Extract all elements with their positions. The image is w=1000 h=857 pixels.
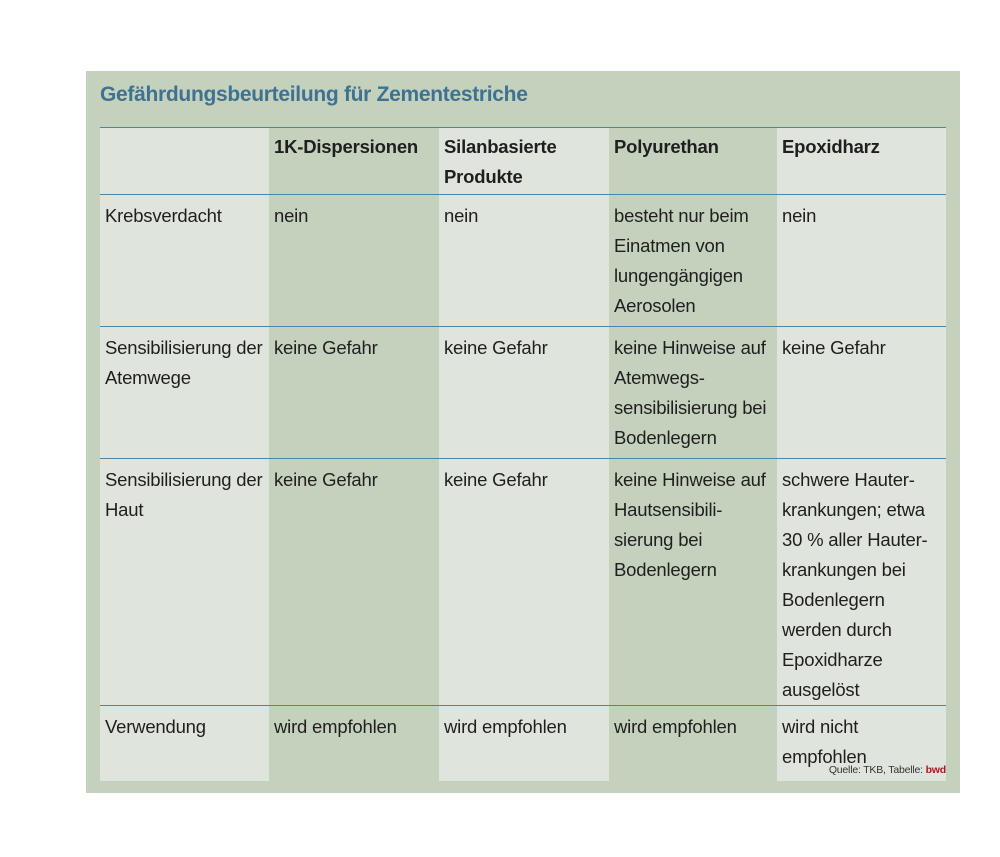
table-row: [100, 459, 946, 706]
table-title: Gefährdungsbeurteilung für Zementestriche: [100, 83, 528, 106]
table-cell: keine Gefahr: [274, 337, 378, 358]
row-label: Sensibilisierung der Atemwege: [100, 327, 269, 459]
table-panel: [86, 71, 960, 793]
table-row: [100, 327, 946, 459]
table-cell: keine Gefahr: [274, 469, 378, 490]
table-cell: wird empfohlen: [614, 716, 737, 737]
table-cell: nein: [439, 195, 609, 327]
hazard-table: [100, 127, 946, 781]
table-cell: nein: [274, 205, 309, 226]
table-cell: keine Gefahr: [439, 327, 609, 459]
row-label: Verwendung: [100, 706, 269, 781]
table-cell: keine Gefahr: [439, 459, 609, 706]
table-cell: schwere Hauter-krankungen; etwa 30 % aller Hauter-krankungen bei Bodenlegern werden durch Epoxidharze ausgelöst: [777, 459, 946, 706]
table-cell: keine Gefahr: [777, 327, 946, 459]
table-cell: wird empfohlen: [439, 706, 609, 781]
table-cell: besteht nur beim Einatmen von lungengängigen Aerosolen: [614, 205, 749, 316]
header-row: [100, 128, 946, 195]
header-cell-epoxidharz: Epoxidharz: [777, 128, 946, 195]
source-text: Quelle: TKB, Tabelle:: [828, 764, 926, 776]
table-cell: wird empfohlen: [274, 716, 397, 737]
header-cell-silanbasierte-produkte: Silanbasierte Produkte: [439, 128, 609, 195]
table-cell: wird nicht empfohlen: [777, 706, 946, 781]
table-cell: keine Hinweise auf Hautsensibili-sierung bei Bodenlegern: [614, 469, 766, 580]
source-brand: bwd: [925, 764, 946, 776]
header-cell-polyurethan: Polyurethan: [614, 136, 719, 157]
table-row: [100, 195, 946, 327]
table-cell: nein: [777, 195, 946, 327]
source-caption: [829, 764, 946, 776]
table-row: [100, 706, 946, 781]
table-cell: keine Hinweise auf Atemwegs-sensibilisierung bei Bodenlegern: [614, 337, 767, 448]
header-cell-empty: [100, 128, 269, 195]
row-label: Sensibilisierung der Haut: [100, 459, 269, 706]
header-cell-1k-dispersionen: 1K-Dispersionen: [274, 136, 419, 157]
row-label: Krebsverdacht: [100, 195, 269, 327]
